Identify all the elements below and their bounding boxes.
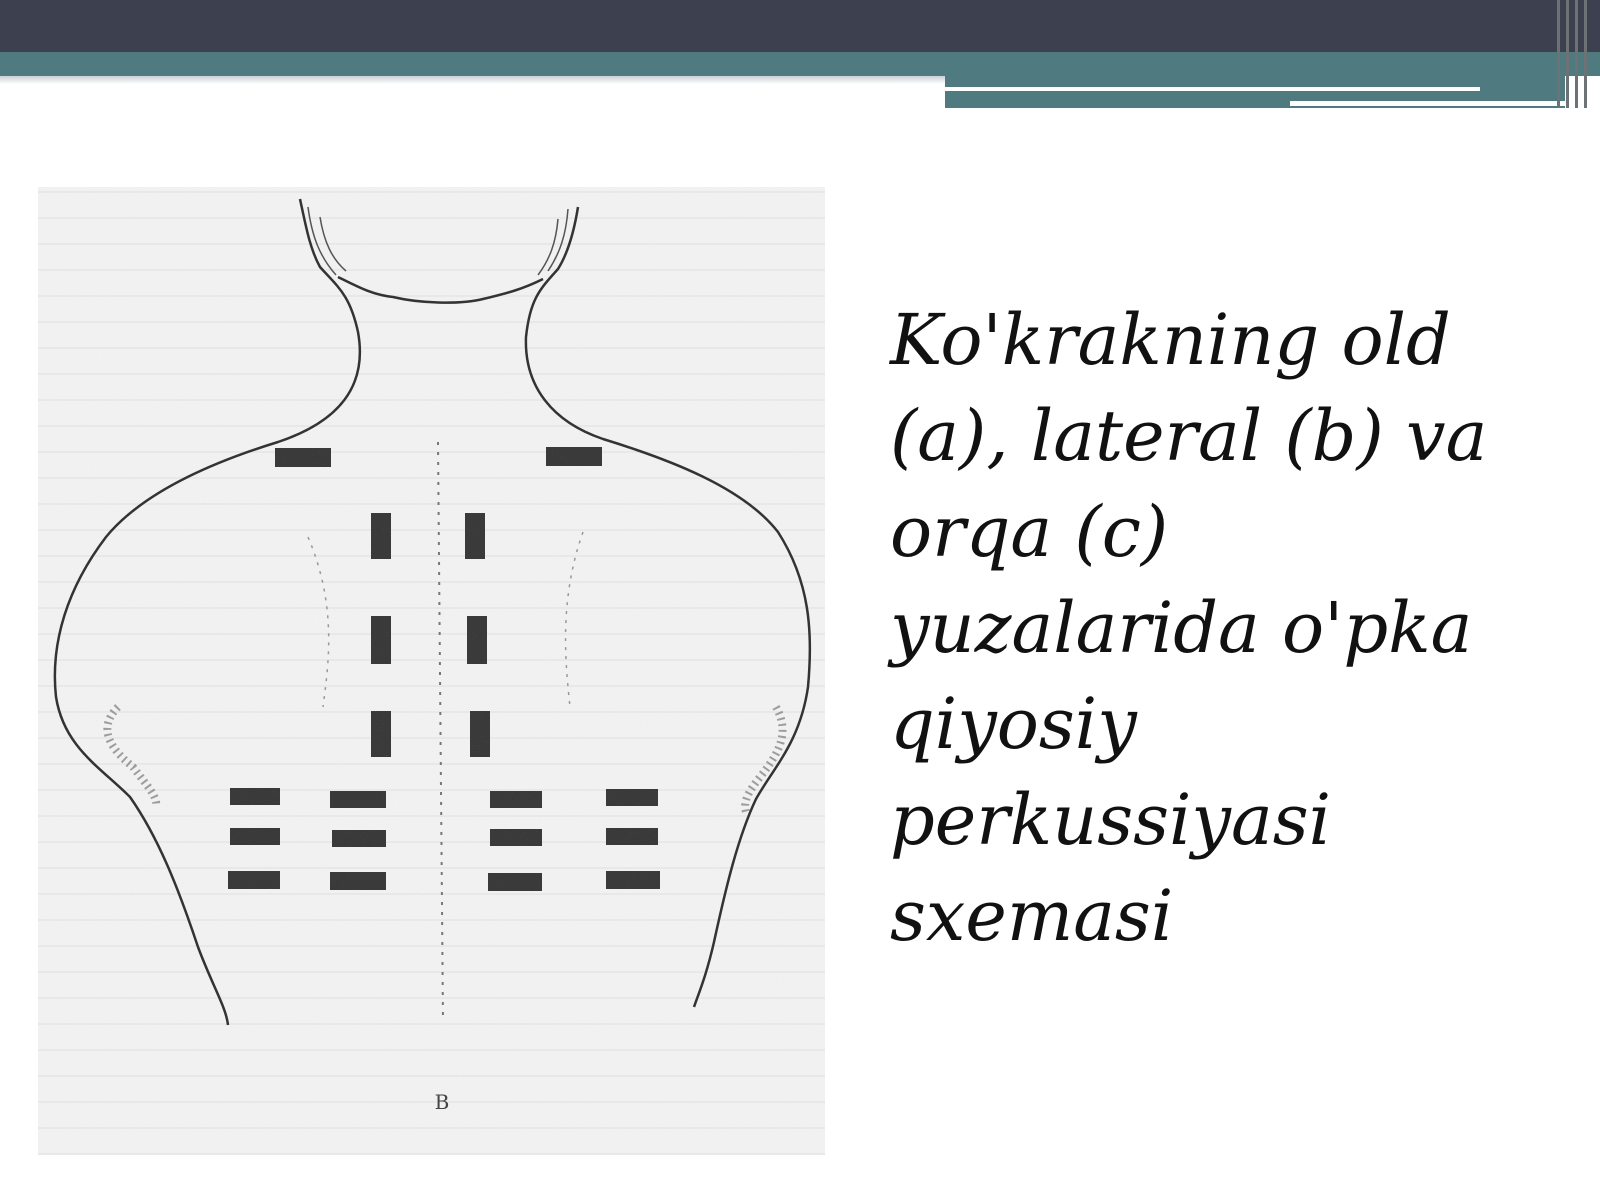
- header-edge-stripe: [1557, 0, 1560, 108]
- caption-line: qiyosiy: [890, 683, 1137, 765]
- header-edge-stripe: [1575, 0, 1578, 108]
- header-shadow: [0, 76, 945, 84]
- caption-line: perkussiyasi: [890, 779, 1332, 861]
- caption-line: Ko'krakning old: [890, 299, 1451, 381]
- header-edge-stripe: [1584, 0, 1587, 108]
- header-tab-line: [945, 87, 1480, 91]
- header-edge-stripe: [1566, 0, 1569, 108]
- scan-grain: [38, 187, 825, 1155]
- header-bar-dark: [0, 0, 1600, 52]
- back-percussion-figure: [38, 187, 825, 1155]
- caption-line: (a), lateral (b) va: [890, 395, 1488, 477]
- torso-diagram: [38, 187, 825, 1155]
- header-bar-teal: [0, 52, 1600, 76]
- caption-line: orqa (c): [890, 491, 1169, 573]
- caption-line: yuzalarida o'pka: [890, 587, 1473, 669]
- header-tab-line-lower: [1290, 101, 1565, 106]
- figure-caption: [890, 292, 1580, 964]
- caption-line: sxemasi: [890, 875, 1174, 957]
